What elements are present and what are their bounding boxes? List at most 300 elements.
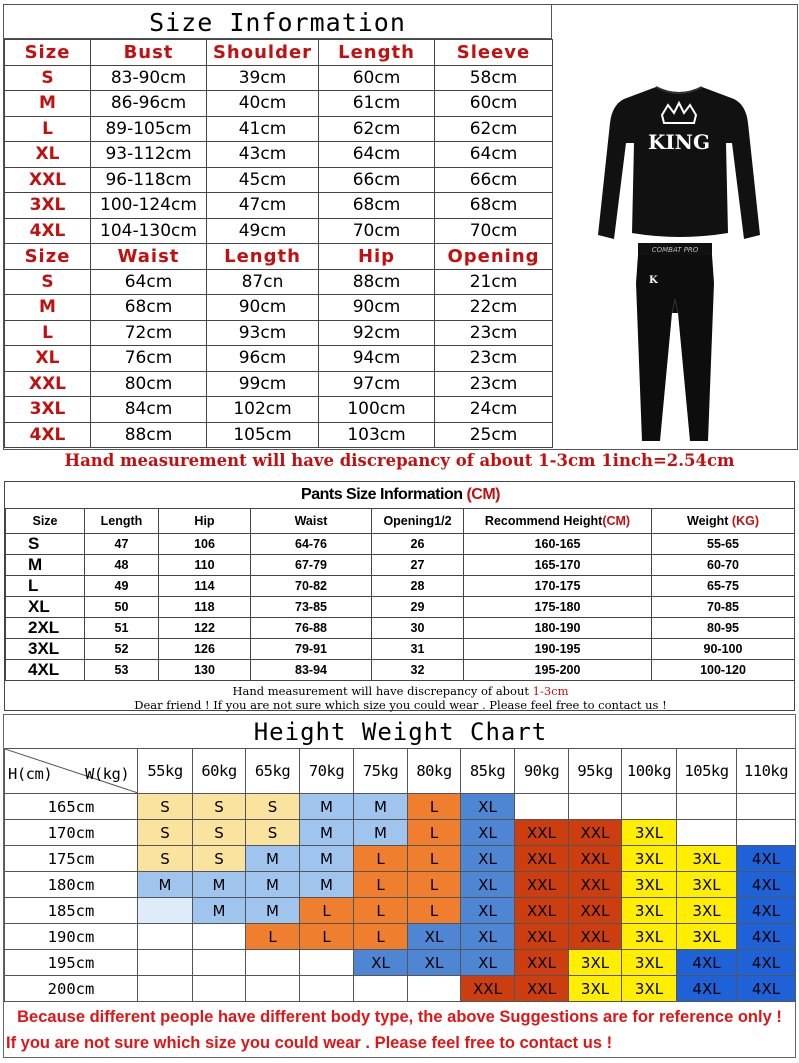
pants-value-cell: 49 (85, 576, 159, 597)
pants-size-row (6, 660, 795, 681)
top-measure-value-cell: 62cm (435, 116, 553, 142)
pants-size-cell: M (6, 555, 85, 576)
size-recommendation-cell (677, 794, 737, 820)
weight-header-cell: 110kg (737, 749, 796, 794)
height-label-cell: 195cm (5, 950, 138, 976)
bottom-measure-value-cell: 100cm (319, 397, 435, 423)
top-measure-row (5, 65, 553, 91)
pants-size-row (6, 555, 795, 576)
size-recommendation-cell: L (408, 794, 461, 820)
bottom-measure-row (5, 422, 553, 448)
top-measure-size-cell: L (5, 116, 91, 142)
size-recommendation-cell (300, 976, 354, 1002)
size-recommendation-cell: 3XL (677, 872, 737, 898)
size-recommendation-cell: XL (461, 794, 515, 820)
size-recommendation-cell: M (246, 846, 300, 872)
size-recommendation-cell: XL (461, 820, 515, 846)
bottom-measure-value-cell: 93cm (207, 320, 319, 346)
bottom-measure-row (5, 269, 553, 295)
compression-shirt-image (594, 83, 764, 243)
bottom-measure-size-cell: 3XL (5, 397, 91, 423)
size-recommendation-cell: XL (461, 846, 515, 872)
size-recommendation-cell (138, 924, 193, 950)
bottom-measure-value-cell: 103cm (319, 422, 435, 448)
bottom-measure-value-cell: 72cm (91, 320, 207, 346)
top-measure-header-cell: Bust (91, 40, 207, 66)
top-measure-value-cell: 58cm (435, 65, 553, 91)
pants-value-cell: 48 (85, 555, 159, 576)
size-recommendation-cell: 3XL (677, 846, 737, 872)
size-recommendation-cell (515, 794, 569, 820)
size-recommendation-cell: 4XL (677, 950, 737, 976)
bottom-measure-value-cell: 84cm (91, 397, 207, 423)
corner-height-label: H(cm) (8, 765, 53, 783)
pants-value-cell: 106 (159, 534, 251, 555)
top-measure-header-cell: Shoulder (207, 40, 319, 66)
bottom-measure-value-cell: 102cm (207, 397, 319, 423)
bottom-measure-row (5, 346, 553, 372)
height-label-cell: 175cm (5, 846, 138, 872)
bottom-measure-value-cell: 88cm (91, 422, 207, 448)
pants-value-cell: 160-165 (464, 534, 652, 555)
pants-value-cell: 52 (85, 639, 159, 660)
size-recommendation-cell: XL (354, 950, 408, 976)
top-measure-row (5, 142, 553, 168)
height-row (5, 976, 796, 1002)
pants-value-cell: 51 (85, 618, 159, 639)
pants-value-cell: 165-170 (464, 555, 652, 576)
pants-header-row (6, 509, 795, 534)
pants-value-cell: 64-76 (251, 534, 372, 555)
bottom-measure-header-cell: Length (207, 244, 319, 270)
pants-size-row (6, 597, 795, 618)
pants-value-cell: 50 (85, 597, 159, 618)
size-recommendation-cell (138, 950, 193, 976)
bottom-measure-value-cell: 97cm (319, 371, 435, 397)
top-measure-value-cell: 93-112cm (91, 142, 207, 168)
pants-value-cell: 47 (85, 534, 159, 555)
pants-value-cell: 73-85 (251, 597, 372, 618)
height-header-text: Recommend Height (484, 514, 603, 528)
size-recommendation-cell: XL (408, 950, 461, 976)
weight-header-text: Weight (687, 514, 732, 528)
bottom-measure-value-cell: 92cm (319, 320, 435, 346)
height-row (5, 872, 796, 898)
height-row (5, 794, 796, 820)
bottom-measure-value-cell: 105cm (207, 422, 319, 448)
bottom-measure-value-cell: 23cm (435, 371, 553, 397)
pants-value-cell: 90-100 (652, 639, 795, 660)
size-recommendation-cell: M (193, 872, 246, 898)
size-recommendation-cell: 4XL (737, 846, 796, 872)
weight-header-cell: 95kg (569, 749, 622, 794)
size-recommendation-cell: 4XL (737, 976, 796, 1002)
size-recommendation-cell: XL (408, 924, 461, 950)
bottom-measure-value-cell: 99cm (207, 371, 319, 397)
height-weight-chart-section (3, 714, 796, 1058)
pants-value-cell: 180-190 (464, 618, 652, 639)
weight-header-cell: 60kg (193, 749, 246, 794)
top-measure-value-cell: 70cm (435, 218, 553, 244)
bottom-measure-value-cell: 23cm (435, 346, 553, 372)
size-recommendation-cell: XXL (569, 872, 622, 898)
bottom-measure-value-cell: 90cm (207, 295, 319, 321)
pants-value-cell: 32 (372, 660, 464, 681)
height-label-cell: 170cm (5, 820, 138, 846)
top-measure-value-cell: 61cm (319, 91, 435, 117)
size-recommendation-cell (246, 950, 300, 976)
pants-value-cell: 53 (85, 660, 159, 681)
size-recommendation-cell: S (246, 820, 300, 846)
size-recommendation-cell: L (354, 898, 408, 924)
size-recommendation-cell (737, 820, 796, 846)
bottom-measure-value-cell: 25cm (435, 422, 553, 448)
footer-reference-note: Because different people have different body type, the above Suggestions are for reference only ! (17, 1008, 782, 1026)
bottom-measure-value-cell: 23cm (435, 320, 553, 346)
size-recommendation-cell: M (354, 794, 408, 820)
size-recommendation-cell: M (300, 846, 354, 872)
size-recommendation-cell: 3XL (622, 898, 677, 924)
size-recommendation-cell: L (300, 898, 354, 924)
pants-size-cell: 3XL (6, 639, 85, 660)
top-measure-value-cell: 86-96cm (91, 91, 207, 117)
top-measure-row (5, 91, 553, 117)
bottom-measure-row (5, 371, 553, 397)
height-label-cell: 190cm (5, 924, 138, 950)
pants-value-cell: 126 (159, 639, 251, 660)
weight-header-cell: 105kg (677, 749, 737, 794)
pants-value-cell: 80-95 (652, 618, 795, 639)
size-recommendation-cell: M (354, 820, 408, 846)
bottom-measure-size-cell: XXL (5, 371, 91, 397)
pants-size-table (5, 508, 795, 681)
size-recommendation-cell: 4XL (737, 950, 796, 976)
size-recommendation-cell: XL (461, 872, 515, 898)
top-measure-size-cell: 3XL (5, 193, 91, 219)
pants-size-cell: S (6, 534, 85, 555)
corner-cell (5, 749, 138, 794)
size-recommendation-cell (737, 794, 796, 820)
size-recommendation-cell: 3XL (569, 976, 622, 1002)
weight-header-cell: 65kg (246, 749, 300, 794)
top-measure-value-cell: 40cm (207, 91, 319, 117)
size-information-title: Size Information (4, 5, 552, 39)
size-recommendation-cell (300, 950, 354, 976)
size-recommendation-cell: M (246, 872, 300, 898)
size-recommendation-cell: S (138, 820, 193, 846)
size-recommendation-cell: S (246, 794, 300, 820)
pants-value-cell: 118 (159, 597, 251, 618)
top-measure-row (5, 116, 553, 142)
top-measure-value-cell: 64cm (435, 142, 553, 168)
size-recommendation-cell: 3XL (622, 846, 677, 872)
height-label-cell: 165cm (5, 794, 138, 820)
pants-header-cell: Waist (251, 509, 372, 534)
top-measure-value-cell: 41cm (207, 116, 319, 142)
pants-value-cell: 190-195 (464, 639, 652, 660)
top-measure-value-cell: 70cm (319, 218, 435, 244)
size-recommendation-cell: 3XL (569, 950, 622, 976)
weight-header-cell: 90kg (515, 749, 569, 794)
pants-value-cell: 70-85 (652, 597, 795, 618)
pants-value-cell: 27 (372, 555, 464, 576)
pants-value-cell: 60-70 (652, 555, 795, 576)
size-recommendation-cell: 3XL (622, 976, 677, 1002)
pants-size-cell: 4XL (6, 660, 85, 681)
size-recommendation-cell: M (300, 872, 354, 898)
size-recommendation-cell: L (408, 872, 461, 898)
size-recommendation-cell: 3XL (677, 924, 737, 950)
size-recommendation-cell: L (354, 846, 408, 872)
weight-header-cell: 80kg (408, 749, 461, 794)
pants-value-cell: 55-65 (652, 534, 795, 555)
bottom-measure-value-cell: 68cm (91, 295, 207, 321)
size-recommendation-cell (138, 898, 193, 924)
size-recommendation-cell: 4XL (737, 872, 796, 898)
top-measure-value-cell: 66cm (319, 167, 435, 193)
size-recommendation-cell: S (138, 846, 193, 872)
top-measure-value-cell: 104-130cm (91, 218, 207, 244)
pants-value-cell: 29 (372, 597, 464, 618)
pants-size-row (6, 576, 795, 597)
top-measure-value-cell: 68cm (319, 193, 435, 219)
size-recommendation-cell: 4XL (737, 898, 796, 924)
top-measure-header-row (5, 40, 553, 66)
top-measure-value-cell: 43cm (207, 142, 319, 168)
pants-header-weight (652, 509, 795, 534)
top-measure-size-cell: 4XL (5, 218, 91, 244)
pants-contact-note: Dear friend ! If you are not sure which size you could wear . Please feel free to contact us ! (134, 698, 667, 712)
size-recommendation-cell (569, 794, 622, 820)
height-row (5, 924, 796, 950)
bottom-measure-size-cell: M (5, 295, 91, 321)
pants-size-title-main: Pants Size Information (301, 486, 463, 503)
size-recommendation-cell: XXL (515, 820, 569, 846)
top-measure-value-cell: 47cm (207, 193, 319, 219)
pants-value-cell: 83-94 (251, 660, 372, 681)
pants-value-cell: 65-75 (652, 576, 795, 597)
size-recommendation-cell: M (246, 898, 300, 924)
pants-discrepancy-text: Hand measurement will have discrepancy of about (232, 684, 533, 698)
pants-header-cell: Length (85, 509, 159, 534)
pants-size-cell: XL (6, 597, 85, 618)
bottom-measure-row (5, 397, 553, 423)
pants-header-cell: Opening1/2 (372, 509, 464, 534)
pants-waistband-text: COMBAT PRO (651, 246, 699, 254)
hand-measurement-note: Hand measurement will have discrepancy of about 1-3cm 1inch=2.54cm (64, 451, 735, 470)
size-recommendation-cell: XXL (569, 924, 622, 950)
pants-discrepancy-value: 1-3cm (532, 684, 569, 698)
pants-logo-text: K (649, 275, 658, 286)
pants-value-cell: 195-200 (464, 660, 652, 681)
top-measure-row (5, 167, 553, 193)
bottom-measure-size-cell: 4XL (5, 422, 91, 448)
height-header-unit: (CM) (602, 514, 631, 528)
size-recommendation-cell (408, 976, 461, 1002)
size-recommendation-cell: XXL (515, 976, 569, 1002)
bottom-measure-value-cell: 21cm (435, 269, 553, 295)
pants-value-cell: 31 (372, 639, 464, 660)
top-measure-row (5, 193, 553, 219)
size-recommendation-cell (246, 976, 300, 1002)
size-recommendation-cell (677, 820, 737, 846)
top-measure-header-cell: Size (5, 40, 91, 66)
height-row (5, 898, 796, 924)
top-measure-value-cell: 45cm (207, 167, 319, 193)
pants-discrepancy-note (5, 684, 796, 698)
top-measure-value-cell: 49cm (207, 218, 319, 244)
size-recommendation-cell: XXL (569, 846, 622, 872)
pants-value-cell: 67-79 (251, 555, 372, 576)
pants-value-cell: 175-180 (464, 597, 652, 618)
height-weight-table (4, 748, 796, 1002)
size-recommendation-cell (193, 976, 246, 1002)
pants-value-cell: 79-91 (251, 639, 372, 660)
size-recommendation-cell: 3XL (677, 898, 737, 924)
pants-value-cell: 110 (159, 555, 251, 576)
size-recommendation-cell (193, 924, 246, 950)
bottom-measure-row (5, 295, 553, 321)
size-recommendation-cell (138, 976, 193, 1002)
top-measure-value-cell: 39cm (207, 65, 319, 91)
top-measure-row (5, 218, 553, 244)
size-recommendation-cell (622, 794, 677, 820)
compression-pants-image (632, 243, 718, 445)
pants-header-cell: Size (6, 509, 85, 534)
weight-header-cell: 70kg (300, 749, 354, 794)
size-information-section (3, 4, 798, 450)
size-recommendation-cell: S (193, 794, 246, 820)
top-measure-value-cell: 100-124cm (91, 193, 207, 219)
pants-value-cell: 70-82 (251, 576, 372, 597)
bottom-measure-value-cell: 24cm (435, 397, 553, 423)
size-recommendation-cell: L (408, 820, 461, 846)
top-measure-size-cell: S (5, 65, 91, 91)
size-recommendation-cell: 3XL (622, 924, 677, 950)
size-recommendation-cell: XXL (515, 924, 569, 950)
size-recommendation-cell: S (193, 846, 246, 872)
size-recommendation-cell: XXL (461, 976, 515, 1002)
bottom-measure-header-cell: Opening (435, 244, 553, 270)
bottom-measure-size-cell: S (5, 269, 91, 295)
size-recommendation-cell: L (300, 924, 354, 950)
size-recommendation-cell: M (138, 872, 193, 898)
height-row (5, 950, 796, 976)
bottom-measure-value-cell: 87cn (207, 269, 319, 295)
pants-value-cell: 28 (372, 576, 464, 597)
pants-size-cell: 2XL (6, 618, 85, 639)
height-label-cell: 185cm (5, 898, 138, 924)
size-recommendation-cell: XXL (569, 820, 622, 846)
pants-size-title-unit: (CM) (466, 486, 500, 503)
size-recommendation-cell: 3XL (622, 872, 677, 898)
height-label-cell: 180cm (5, 872, 138, 898)
weight-header-cell: 100kg (622, 749, 677, 794)
size-recommendation-cell: M (300, 794, 354, 820)
pants-value-cell: 30 (372, 618, 464, 639)
weight-header-unit: (KG) (731, 514, 759, 528)
weight-header-cell: 55kg (138, 749, 193, 794)
bottom-measure-size-cell: L (5, 320, 91, 346)
size-recommendation-cell: XXL (569, 898, 622, 924)
size-recommendation-cell: 4XL (737, 924, 796, 950)
size-recommendation-cell: XXL (515, 950, 569, 976)
corner-weight-label: W(kg) (85, 765, 130, 783)
size-recommendation-cell: L (354, 872, 408, 898)
pants-value-cell: 122 (159, 618, 251, 639)
top-measure-header-cell: Length (319, 40, 435, 66)
size-information-table (4, 39, 553, 448)
size-recommendation-cell: L (354, 924, 408, 950)
bottom-measure-value-cell: 64cm (91, 269, 207, 295)
pants-value-cell: 100-120 (652, 660, 795, 681)
size-recommendation-cell: XXL (515, 898, 569, 924)
top-measure-value-cell: 64cm (319, 142, 435, 168)
size-recommendation-cell: M (193, 898, 246, 924)
height-row (5, 846, 796, 872)
top-measure-value-cell: 96-118cm (91, 167, 207, 193)
size-recommendation-cell: 3XL (622, 820, 677, 846)
top-measure-value-cell: 66cm (435, 167, 553, 193)
size-recommendation-cell: L (408, 898, 461, 924)
size-recommendation-cell: 4XL (677, 976, 737, 1002)
top-measure-size-cell: XL (5, 142, 91, 168)
top-measure-value-cell: 60cm (435, 91, 553, 117)
bottom-measure-value-cell: 94cm (319, 346, 435, 372)
bottom-measure-value-cell: 22cm (435, 295, 553, 321)
pants-value-cell: 130 (159, 660, 251, 681)
top-measure-size-cell: M (5, 91, 91, 117)
size-recommendation-cell: L (246, 924, 300, 950)
pants-size-row (6, 618, 795, 639)
size-recommendation-cell: XL (461, 924, 515, 950)
pants-size-section (4, 481, 795, 711)
size-recommendation-cell: 3XL (622, 950, 677, 976)
size-recommendation-cell: XXL (515, 872, 569, 898)
size-recommendation-cell (193, 950, 246, 976)
weight-header-cell: 75kg (354, 749, 408, 794)
size-recommendation-cell: S (193, 820, 246, 846)
pants-value-cell: 76-88 (251, 618, 372, 639)
footer-contact-note: If you are not sure which size you could wear . Please feel free to contact us ! (6, 1034, 613, 1052)
size-recommendation-cell: M (300, 820, 354, 846)
size-recommendation-cell (354, 976, 408, 1002)
pants-size-row (6, 534, 795, 555)
size-recommendation-cell: L (408, 846, 461, 872)
height-row (5, 820, 796, 846)
pants-header-cell: Hip (159, 509, 251, 534)
bottom-measure-value-cell: 96cm (207, 346, 319, 372)
bottom-measure-value-cell: 90cm (319, 295, 435, 321)
bottom-measure-value-cell: 80cm (91, 371, 207, 397)
top-measure-header-cell: Sleeve (435, 40, 553, 66)
pants-size-row (6, 639, 795, 660)
top-measure-value-cell: 83-90cm (91, 65, 207, 91)
pants-size-cell: L (6, 576, 85, 597)
bottom-measure-row (5, 320, 553, 346)
height-label-cell: 200cm (5, 976, 138, 1002)
size-recommendation-cell: XXL (515, 846, 569, 872)
weight-header-row (5, 749, 796, 794)
height-weight-chart-title: Height Weight Chart (253, 718, 548, 746)
size-recommendation-cell: S (138, 794, 193, 820)
bottom-measure-size-cell: XL (5, 346, 91, 372)
pants-value-cell: 26 (372, 534, 464, 555)
bottom-measure-value-cell: 88cm (319, 269, 435, 295)
pants-value-cell: 114 (159, 576, 251, 597)
size-recommendation-cell: XL (461, 950, 515, 976)
size-recommendation-cell: XL (461, 898, 515, 924)
